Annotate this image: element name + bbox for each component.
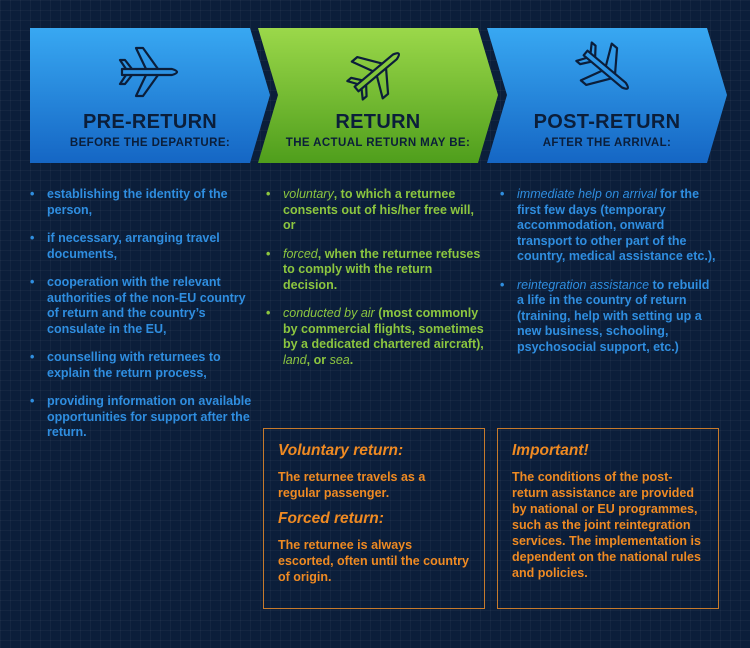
list-item-text: establishing the identity of the person, — [47, 187, 228, 217]
list-item-emphasis: land — [283, 352, 307, 367]
list-item-emphasis: voluntary — [283, 187, 334, 201]
list-item — [30, 275, 252, 337]
list-item-text: for the first few days (temporary accommodation, onward transport to other part of the country, medical assistance etc.), — [517, 187, 716, 263]
stage-title: RETURN — [335, 111, 421, 133]
important-box — [497, 428, 719, 609]
bullet: • — [500, 277, 505, 292]
list-item — [500, 278, 718, 356]
voluntary-text: The returnee travels as a regular passenger. — [278, 470, 426, 500]
list-item-text: to rebuild a life in the country of return (training, help with setting up a new business, schooling, psychosocial support, etc.) — [517, 277, 710, 354]
airplane-cruise-icon — [342, 38, 414, 104]
return-types-box — [263, 428, 485, 609]
list-item-emphasis: forced — [283, 246, 318, 261]
stage-post-return — [487, 28, 727, 163]
bullet: • — [30, 275, 35, 289]
bullet: • — [266, 246, 271, 261]
list-item-text: if necessary, arranging travel documents, — [47, 231, 220, 261]
list-item-text: counselling with returnees to explain the return process, — [47, 350, 221, 380]
pre-return-list — [30, 187, 252, 454]
list-item-text: , when the returnee refuses to comply with the return decision. — [283, 246, 481, 292]
list-item-emphasis: immediate help on arrival — [517, 187, 657, 201]
bullet: • — [30, 231, 35, 245]
return-list — [266, 187, 484, 381]
bullet: • — [500, 187, 505, 201]
list-item-text: , to which a returnee consents out of his/her free will, or — [283, 187, 475, 232]
list-item-emphasis: sea — [329, 352, 350, 367]
bullet: • — [30, 187, 35, 201]
bullet: • — [266, 306, 271, 320]
list-item-emphasis: reintegration assistance — [517, 277, 650, 292]
list-item — [266, 187, 484, 234]
airplane-landing-icon — [571, 38, 643, 104]
list-item-text: providing information on available opportunities for support after the return. — [47, 394, 252, 439]
post-return-list — [500, 187, 718, 368]
list-item — [500, 187, 718, 265]
list-item — [266, 306, 484, 368]
list-item-text: cooperation with the relevant authorities of the non-EU country of return and the country’s consulate in the EU, — [47, 275, 246, 336]
list-item — [30, 231, 252, 262]
list-item-text: . — [349, 352, 354, 367]
voluntary-heading: Voluntary return: — [278, 442, 404, 459]
list-item — [30, 187, 252, 218]
list-item-emphasis: conducted by air — [283, 306, 375, 320]
list-item — [30, 394, 252, 441]
stage-subtitle: AFTER THE ARRIVAL: — [542, 137, 672, 149]
bullet: • — [266, 187, 271, 201]
list-item-text: (most commonly by commercial flights, sometimes by a dedicated chartered aircraft), — [283, 306, 484, 351]
bullet: • — [30, 394, 35, 408]
list-item-text: , or — [306, 352, 330, 367]
stage-subtitle: THE ACTUAL RETURN MAY BE: — [285, 137, 471, 149]
stage-pre-return — [30, 28, 270, 163]
forced-heading: Forced return: — [278, 510, 384, 527]
stage-title: PRE-RETURN — [82, 111, 218, 133]
list-item — [30, 350, 252, 381]
list-item — [266, 247, 484, 294]
airplane-takeoff-icon — [114, 42, 186, 102]
forced-text: The returnee is always escorted, often until the country of origin. — [278, 538, 469, 584]
stage-title: POST-RETURN — [533, 111, 681, 133]
important-text: The conditions of the post-return assistance are provided by national or EU programmes, such as the joint reintegration services. The implementation is dependent on the national rules and policies. — [512, 470, 701, 580]
stage-subtitle: BEFORE THE DEPARTURE: — [69, 137, 231, 149]
bullet: • — [30, 350, 35, 364]
important-heading: Important! — [512, 442, 589, 459]
stage-return — [258, 28, 498, 163]
